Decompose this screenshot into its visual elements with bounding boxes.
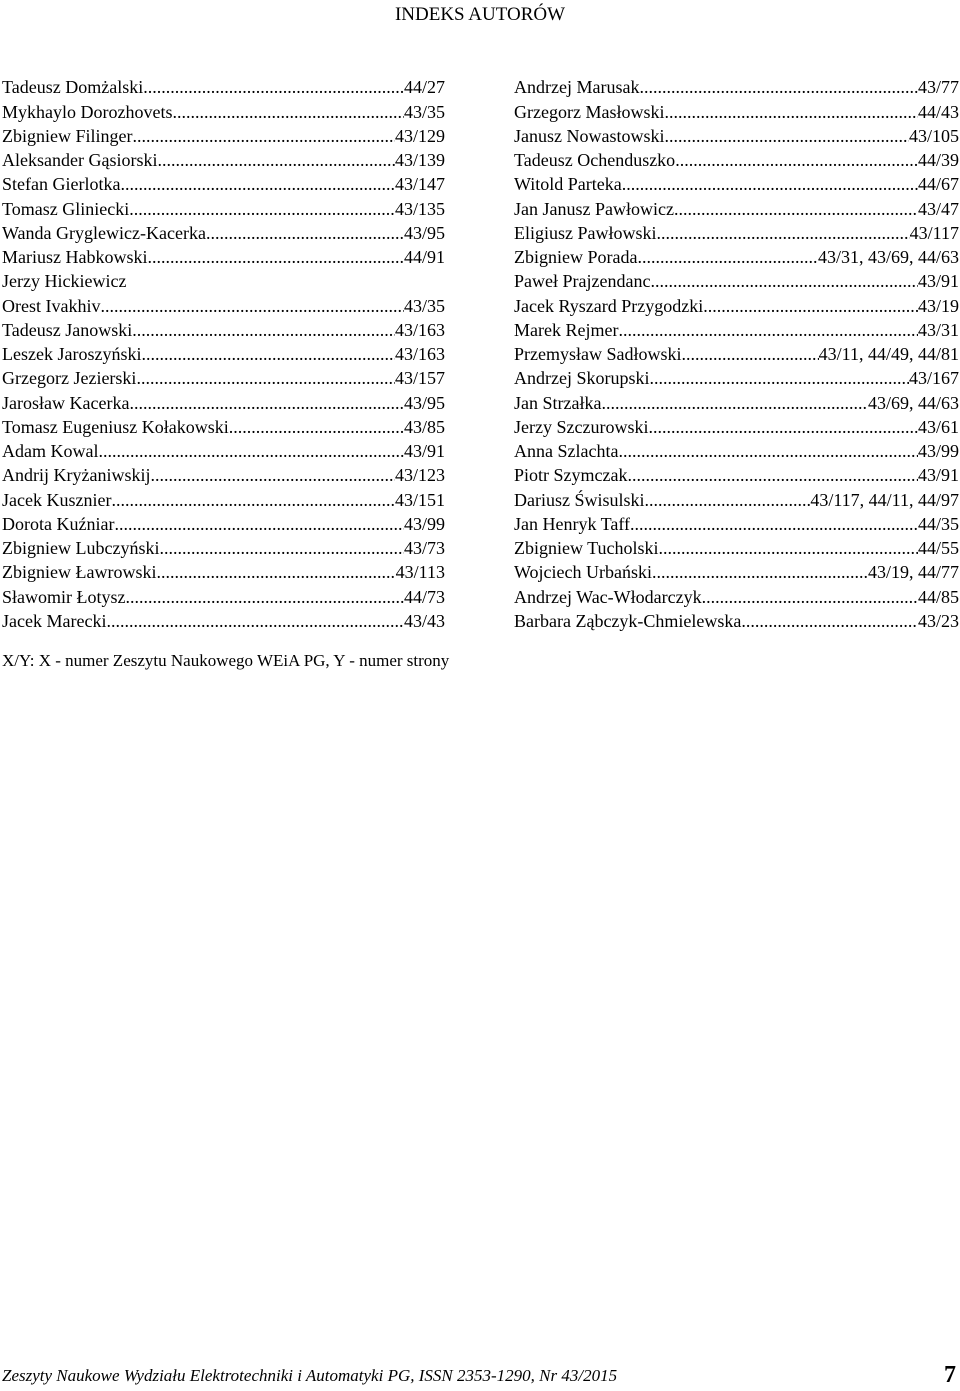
author-name: Barbara Ząbczyk-Chmielewska [514, 610, 742, 631]
index-entry [2, 413, 445, 437]
dot-leader [650, 271, 918, 291]
page-references: 44/35 [917, 513, 959, 534]
page-references: 43/113 [395, 562, 445, 583]
page-references: 43/31, 43/69, 44/63 [817, 247, 959, 267]
page-references: 43/95 [403, 222, 445, 243]
page-references: 44/43 [917, 101, 959, 122]
page-references: 44/73 [403, 586, 445, 607]
dot-leader [675, 150, 918, 170]
page-references: 43/19, 44/77 [867, 562, 959, 583]
page-references: 43/117 [909, 222, 959, 243]
index-entry [514, 461, 959, 485]
author-name: Dorota Kuźniar [2, 513, 115, 534]
dot-leader [648, 417, 918, 437]
index-entry [514, 534, 959, 558]
page-references: 43/77 [917, 77, 959, 98]
author-name: Tadeusz Janowski [2, 319, 133, 340]
page-references: 43/99 [917, 441, 959, 461]
page-references: 43/139 [394, 150, 445, 170]
author-index-left-column [2, 73, 445, 631]
index-entry [2, 558, 445, 582]
page-references: 43/147 [394, 174, 445, 195]
author-name: Mykhaylo Dorozhovets [2, 101, 173, 122]
page-references: 44/27 [403, 77, 445, 98]
author-name: Witold Parteka [514, 174, 622, 195]
dot-leader [618, 441, 918, 461]
page-references: 43/95 [403, 392, 445, 413]
dot-leader [665, 126, 909, 146]
author-name: Leszek Jaroszyński [2, 344, 142, 364]
author-name: Zbigniew Ławrowski [2, 562, 157, 583]
dot-leader [703, 296, 918, 316]
index-entry [514, 607, 959, 631]
dot-leader [106, 611, 404, 631]
dot-leader [702, 587, 918, 607]
author-name: Jerzy Hickiewicz [2, 271, 127, 292]
author-name: Jacek Ryszard Przygodzki [514, 295, 704, 316]
index-entry [514, 388, 959, 412]
author-name: Tadeusz Domżalski [2, 77, 144, 98]
dot-leader [659, 538, 918, 558]
author-name: Tadeusz Ochenduszko [514, 150, 676, 170]
dot-leader [98, 441, 404, 461]
author-name: Marek Rejmer [514, 319, 619, 340]
index-entry [514, 219, 959, 243]
author-name: Jarosław Kacerka [2, 392, 130, 413]
page-references: 43/85 [403, 416, 445, 437]
dot-leader [120, 174, 395, 194]
page-references: 43/117, 44/11, 44/97 [810, 489, 959, 510]
index-entry [2, 485, 445, 509]
author-name: Paweł Prajzendanc [514, 271, 651, 292]
author-name: Orest Ivakhiv [2, 295, 101, 316]
dot-leader [229, 417, 404, 437]
page-references: 43/69, 44/63 [867, 392, 959, 413]
dot-leader [601, 393, 868, 413]
author-name: Jan Strzałka [514, 392, 602, 413]
index-entry [514, 291, 959, 315]
index-entry [514, 437, 959, 461]
dot-leader [126, 587, 404, 607]
dot-leader [741, 611, 918, 631]
author-name: Stefan Gierlotka [2, 174, 121, 195]
page-references: 43/47 [917, 198, 959, 219]
index-entry [2, 388, 445, 412]
author-name: Andrzej Marusak [514, 77, 640, 98]
page-references: 43/167 [908, 368, 959, 389]
author-name: Wojciech Urbański [514, 562, 653, 583]
page-references: 43/123 [394, 465, 445, 486]
page-references: 43/35 [403, 101, 445, 122]
page-references: 43/91 [917, 465, 959, 486]
index-entry [2, 364, 445, 388]
dot-leader [132, 320, 395, 340]
index-entry [2, 607, 445, 631]
index-entry [2, 219, 445, 243]
author-name: Andrzej Wac-Włodarczyk [514, 586, 702, 607]
index-entry [2, 437, 445, 461]
index-entry [514, 413, 959, 437]
page-references: 44/67 [917, 174, 959, 195]
index-entry [2, 510, 445, 534]
page-references: 43/135 [394, 198, 445, 219]
author-name: Przemysław Sadłowski [514, 344, 682, 364]
author-name: Eligiusz Pawłowski [514, 222, 657, 243]
author-name: Jan Janusz Pawłowicz [514, 198, 674, 219]
author-name: Tomasz Gliniecki [2, 198, 130, 219]
index-entry [514, 558, 959, 582]
index-entry [514, 582, 959, 606]
index-entry [514, 364, 959, 388]
dot-leader [143, 77, 404, 97]
index-entry [2, 291, 445, 315]
dot-leader [132, 126, 395, 146]
author-name: Mariusz Habkowski [2, 247, 148, 267]
index-entry [2, 316, 445, 340]
dot-leader [681, 344, 818, 364]
page-references: 43/163 [394, 319, 445, 340]
dot-leader [114, 514, 404, 534]
index-entry [514, 267, 959, 291]
dot-leader [645, 490, 811, 510]
index-entry [514, 510, 959, 534]
index-entry [2, 267, 445, 291]
dot-leader [111, 490, 395, 510]
author-name: Jan Henryk Taff [514, 513, 631, 534]
dot-leader [618, 320, 918, 340]
dot-leader [637, 247, 818, 267]
index-entry [514, 97, 959, 121]
dot-leader [652, 562, 868, 582]
index-entry [514, 170, 959, 194]
author-name: Zbigniew Filinger [2, 125, 133, 146]
dot-leader [630, 514, 918, 534]
author-name: Sławomir Łotysz [2, 586, 126, 607]
dot-leader [657, 223, 910, 243]
author-name: Janusz Nowastowski [514, 125, 665, 146]
index-entry [2, 73, 445, 97]
dot-leader [622, 174, 918, 194]
index-entry [514, 73, 959, 97]
author-name: Anna Szlachta [514, 441, 619, 461]
author-name: Jacek Marecki [2, 610, 107, 631]
author-name: Jacek Kusznier [2, 489, 112, 510]
index-entry [2, 146, 445, 170]
dot-leader [157, 150, 395, 170]
page-references: 43/163 [394, 344, 445, 364]
dot-leader [129, 199, 395, 219]
dot-leader [150, 465, 395, 485]
index-entry [514, 146, 959, 170]
page-references: 43/43 [403, 610, 445, 631]
dot-leader [136, 368, 395, 388]
author-name: Andrij Kryżaniwskij [2, 465, 151, 486]
index-entry [2, 170, 445, 194]
page-references: 43/61 [917, 416, 959, 437]
index-entry [514, 485, 959, 509]
dot-leader [156, 562, 395, 582]
page-references: 43/35 [403, 295, 445, 316]
index-entry [2, 461, 445, 485]
journal-footer: Zeszyty Naukowe Wydziału Elektrotechniki i Automatyki PG, ISSN 2353-1290, Nr 43/2015 [2, 1366, 618, 1385]
index-entry [2, 534, 445, 558]
page-number: 7 [944, 1362, 956, 1388]
dot-leader [141, 344, 395, 364]
dot-leader [674, 199, 918, 219]
author-name: Grzegorz Masłowski [514, 101, 665, 122]
page-references: 44/91 [403, 247, 445, 267]
dot-leader [100, 296, 404, 316]
page-references: 43/129 [394, 125, 445, 146]
dot-leader [639, 77, 918, 97]
author-name: Jerzy Szczurowski [514, 416, 649, 437]
page-references: 43/11, 44/49, 44/81 [818, 344, 959, 364]
dot-leader [172, 102, 404, 122]
index-entry [2, 340, 445, 364]
index-legend-note: X/Y: X - numer Zeszytu Naukowego WEiA PG, Y - numer strony [2, 651, 450, 670]
page-references: 44/39 [917, 150, 959, 170]
page-references: 44/85 [917, 586, 959, 607]
index-entry [2, 97, 445, 121]
page-references: 43/73 [403, 538, 445, 558]
author-name: Wanda Gryglewicz-Kacerka [2, 222, 206, 243]
index-entry [2, 122, 445, 146]
page-references: 43/91 [917, 271, 959, 292]
index-entry [514, 316, 959, 340]
index-entry [514, 194, 959, 218]
author-name: Andrzej Skorupski [514, 368, 650, 389]
author-name: Zbigniew Tucholski [514, 538, 659, 558]
page-references: 43/105 [908, 125, 959, 146]
page-references: 43/99 [403, 513, 445, 534]
author-index-right-column [514, 73, 959, 631]
page-references: 43/23 [917, 610, 959, 631]
author-name: Aleksander Gąsiorski [2, 150, 158, 170]
author-name: Dariusz Świsulski [514, 489, 645, 510]
page-references: 43/19 [917, 295, 959, 316]
index-entry [514, 122, 959, 146]
dot-leader [649, 368, 909, 388]
dot-leader [147, 247, 404, 267]
index-entry [2, 243, 445, 267]
dot-leader [159, 538, 404, 558]
page-references: 43/31 [917, 319, 959, 340]
index-entry [514, 243, 959, 267]
author-name: Tomasz Eugeniusz Kołakowski [2, 416, 229, 437]
author-name: Adam Kowal [2, 441, 99, 461]
page-references: 43/157 [394, 368, 445, 389]
dot-leader [627, 465, 918, 485]
dot-leader [664, 102, 918, 122]
index-entry [2, 582, 445, 606]
author-name: Piotr Szymczak [514, 465, 628, 486]
author-name: Zbigniew Lubczyński [2, 538, 160, 558]
index-entry [514, 340, 959, 364]
page-title: INDEKS AUTORÓW [394, 4, 566, 25]
author-name: Zbigniew Porada [514, 247, 638, 267]
dot-leader [129, 393, 404, 413]
page-references: 43/151 [394, 489, 445, 510]
author-name: Grzegorz Jezierski [2, 368, 137, 389]
page-references: 44/55 [917, 538, 959, 558]
dot-leader [206, 223, 404, 243]
page-references: 43/91 [403, 441, 445, 461]
index-entry [2, 194, 445, 218]
